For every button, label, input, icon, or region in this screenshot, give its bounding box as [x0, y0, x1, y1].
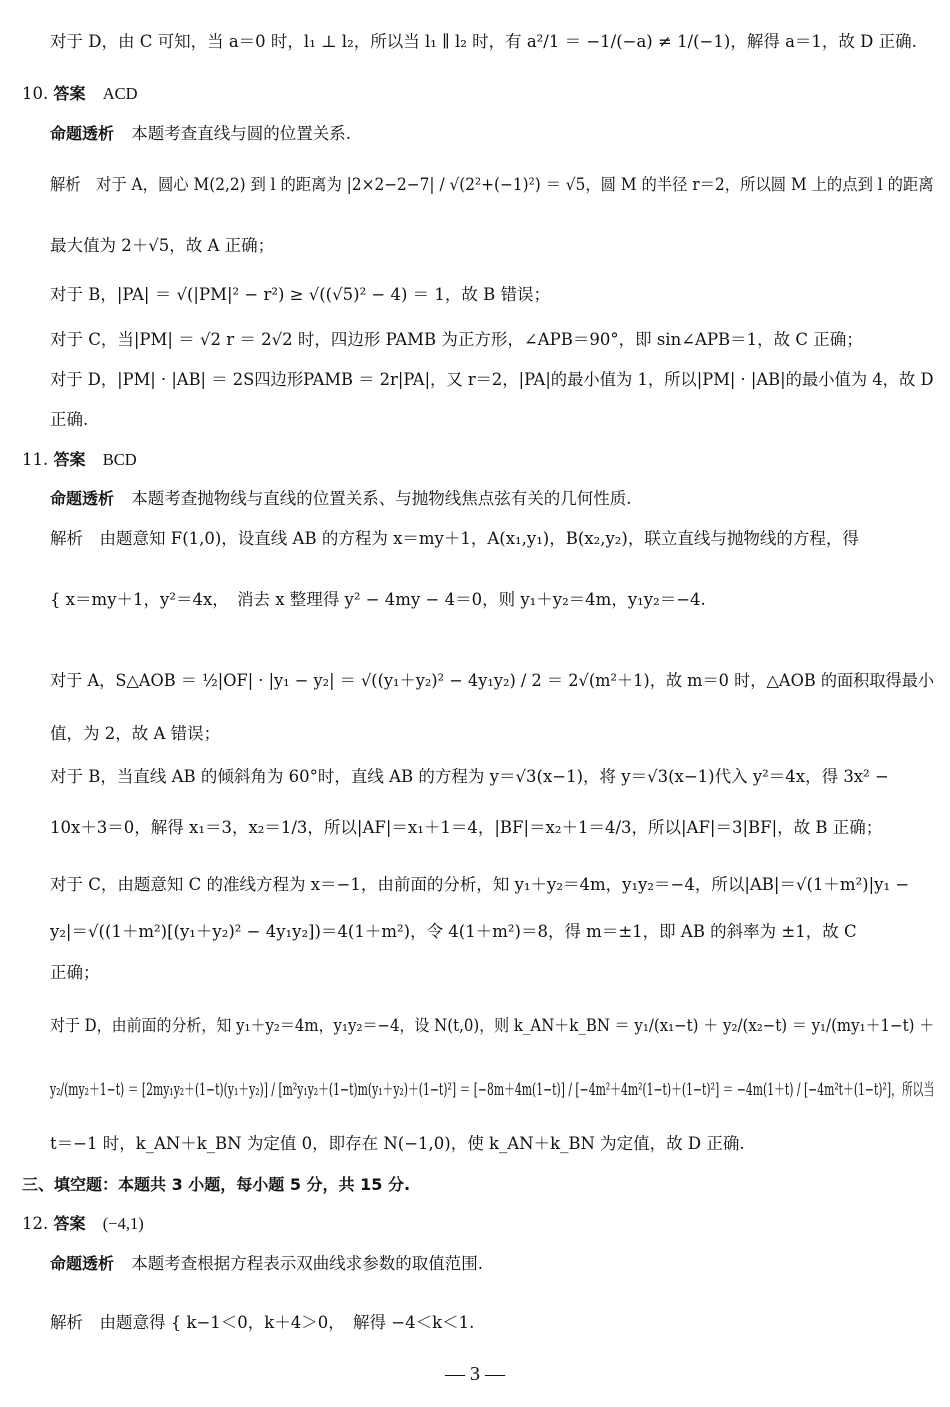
q12-answer: (−4,1)	[102, 1214, 144, 1233]
q11-intent-label: 命题透析	[50, 489, 115, 508]
q10-analysis-b: 对于 B，|PA| ＝ √(|PM|² − r²) ≥ √((√5)² − 4) ＝ 1，故 B 错误；	[50, 285, 551, 304]
q10-analysis-d: 对于 D，|PM| · |AB| ＝ 2S四边形PAMB ＝ 2r|PA|，又 r＝2，|PA|的最小值为 1，所以|PM| · |AB|的最小值为 4，故 D	[50, 370, 934, 389]
q11-analysis-c: 对于 C，由题意知 C 的准线方程为 x＝−1，由前面的分析，知 y₁＋y₂＝4m，y₁y₂＝−4，所以|AB|＝√(1＋m²)|y₁ −	[50, 875, 910, 894]
q12-intent-label: 命题透析	[50, 1254, 115, 1273]
q12-answer-line	[22, 1212, 144, 1236]
section-heading: 三、填空题：本题共 3 小题，每小题 5 分，共 15 分.	[22, 1175, 411, 1194]
q11-analysis-d-cont: y₂/(my₂＋1−t) ＝ [2my₁y₂＋(1−t)(y₁＋y₂)] / [m²y₁y₂＋(1−t)m(y₁＋y₂)＋(1−t)²] ＝ [−8m＋4m(1−t)] / [−4m²＋4m²(1−t)＋(1−t)²] ＝ −4m(1＋t) / [−4m²t＋(1−t)²]，所以当	[50, 1080, 935, 1099]
q12-number: 12.	[22, 1214, 49, 1233]
q10-analysis-d-cont: 正确.	[50, 410, 89, 429]
q11-analysis-c-end: 正确；	[50, 963, 100, 982]
q11-analysis-d-end: t＝−1 时，k_AN＋k_BN 为定值 0，即存在 N(−1,0)，使 k_AN＋k_BN 为定值，故 D 正确.	[50, 1134, 745, 1153]
q11-answer: BCD	[102, 450, 137, 469]
q10-answer: ACD	[102, 84, 138, 103]
q10-answer-label: 答案	[53, 84, 86, 103]
q11-system: { x＝my＋1，y²＝4x， 消去 x 整理得 y² − 4my − 4＝0，则 y₁＋y₂＝4m，y₁y₂＝−4.	[50, 590, 706, 609]
q11-answer-line	[22, 448, 137, 472]
page-number: — 3 —	[445, 1363, 505, 1385]
q11-analysis-d: 对于 D，由前面的分析，知 y₁＋y₂＝4m，y₁y₂＝−4，设 N(t,0)，则 k_AN＋k_BN ＝ y₁/(x₁−t) ＋ y₂/(x₂−t) ＝ y₁/(my₁＋1−t) ＋	[50, 1016, 935, 1035]
q12-intent-line	[50, 1252, 483, 1276]
q11-answer-label: 答案	[53, 450, 86, 469]
q11-analysis-b: 对于 B，当直线 AB 的倾斜角为 60°时，直线 AB 的方程为 y＝√3(x−1)，将 y＝√3(x−1)代入 y²＝4x，得 3x² −	[50, 767, 889, 786]
q11-analysis-intro: 解析 由题意知 F(1,0)，设直线 AB 的方程为 x＝my＋1，A(x₁,y₁)，B(x₂,y₂)，联立直线与抛物线的方程，得	[50, 529, 859, 548]
q11-intent-line	[50, 487, 632, 511]
q12-intent: 本题考查根据方程表示双曲线求参数的取值范围.	[131, 1254, 484, 1273]
q11-analysis-c-cont: y₂|＝√((1＋m²)[(y₁＋y₂)² − 4y₁y₂])＝4(1＋m²)，令 4(1＋m²)＝8，得 m＝±1，即 AB 的斜率为 ±1，故 C	[50, 922, 857, 941]
q10-intent-line	[50, 122, 351, 146]
q10-analysis-a-cont: 最大值为 2＋√5，故 A 正确；	[50, 236, 275, 255]
q10-analysis-c: 对于 C，当|PM| ＝ √2 r ＝ 2√2 时，四边形 PAMB 为正方形，∠APB＝90°，即 sin∠APB＝1，故 C 正确；	[50, 330, 863, 349]
q11-intent: 本题考查抛物线与直线的位置关系、与抛物线焦点弦有关的几何性质.	[131, 489, 632, 508]
q12-answer-label: 答案	[53, 1214, 86, 1233]
q10-number: 10.	[22, 84, 49, 103]
q11-analysis-a: 对于 A，S△AOB ＝ ½|OF| · |y₁ − y₂| ＝ √((y₁＋y₂)² − 4y₁y₂) / 2 ＝ 2√(m²＋1)，故 m＝0 时，△AOB 的面积取得最小	[50, 671, 935, 690]
q10-intent-label: 命题透析	[50, 124, 115, 143]
q10-answer-line	[22, 82, 138, 106]
q11-number: 11.	[22, 450, 49, 469]
q9-d-text: 对于 D，由 C 可知，当 a＝0 时，l₁ ⊥ l₂，所以当 l₁ ∥ l₂ 时，有 a²/1 ＝ −1/(−a) ≠ 1/(−1)，解得 a＝1，故 D 正确.	[50, 32, 917, 51]
q10-intent: 本题考查直线与圆的位置关系.	[131, 124, 352, 143]
q11-analysis-a-cont: 值，为 2，故 A 错误；	[50, 724, 221, 743]
q10-analysis-a: 解析 对于 A，圆心 M(2,2) 到 l 的距离为 |2×2−2−7| / √(2²+(−1)²) ＝ √5，圆 M 的半径 r＝2，所以圆 M 上的点到 l 的距离	[50, 175, 934, 194]
q11-analysis-b-cont: 10x＋3＝0，解得 x₁＝3，x₂＝1/3，所以|AF|＝x₁＋1＝4，|BF|＝x₂＋1＝4/3，所以|AF|＝3|BF|，故 B 正确；	[50, 818, 883, 837]
q12-analysis: 解析 由题意得 { k−1＜0，k＋4＞0， 解得 −4＜k＜1.	[50, 1313, 475, 1332]
